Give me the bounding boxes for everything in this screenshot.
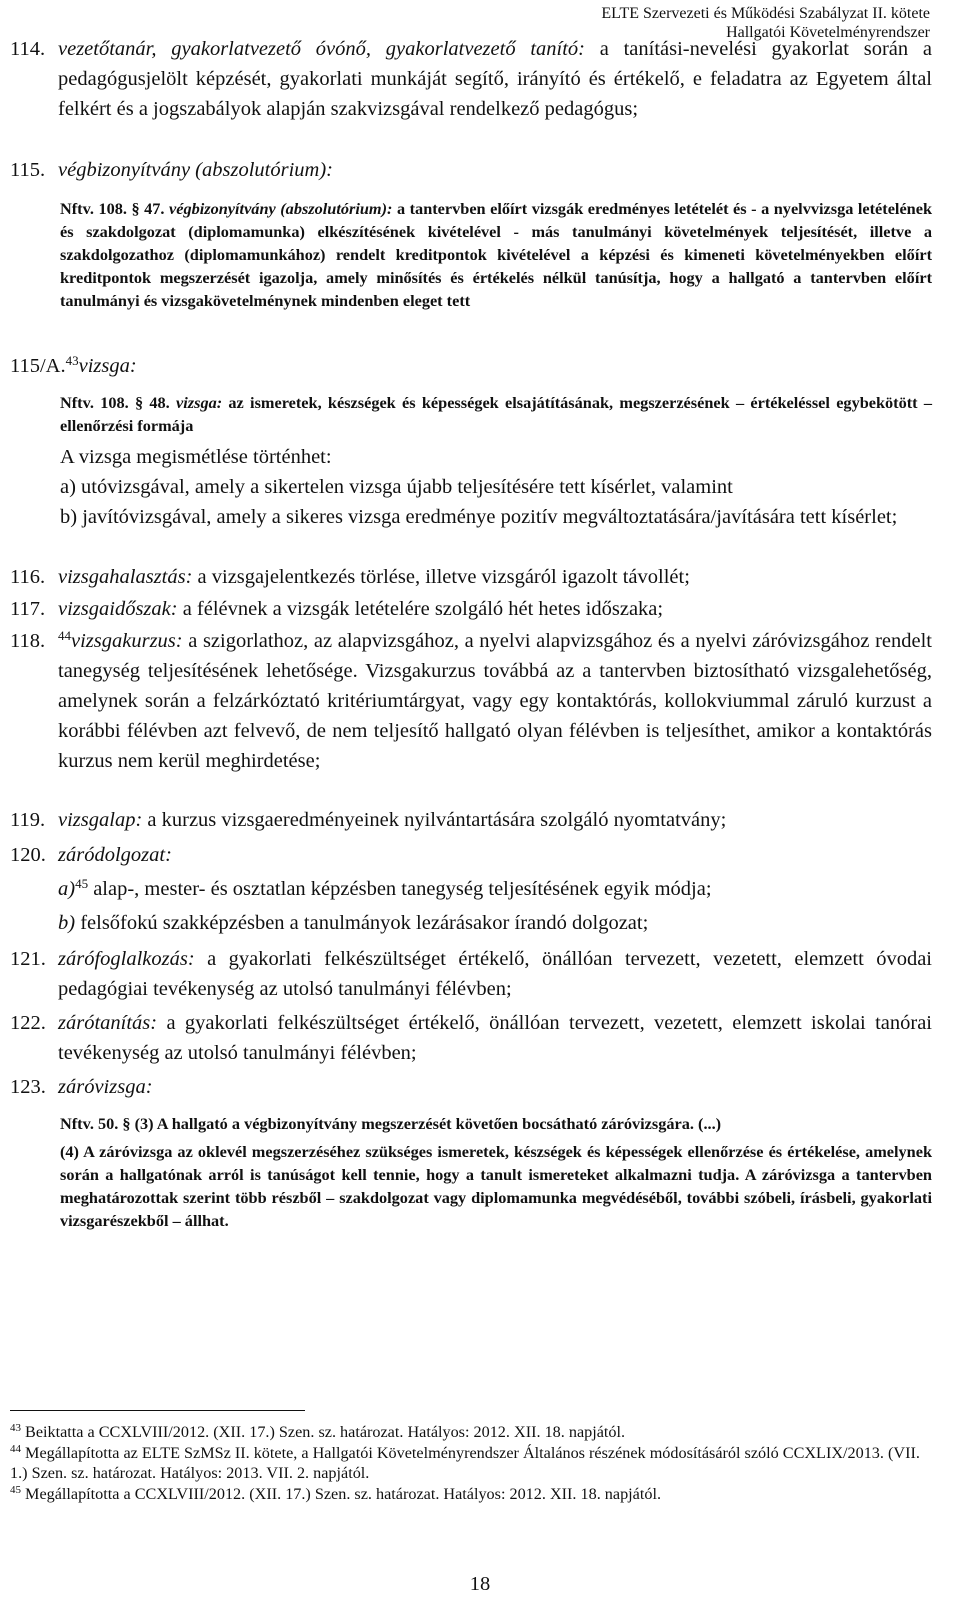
law-quote-115a	[60, 391, 932, 437]
footnote-number: 43	[10, 1422, 21, 1434]
footnote-ref: 43	[65, 353, 79, 368]
defined-term: vizsgakurzus:	[71, 630, 183, 652]
definition-123	[10, 1072, 932, 1102]
footnote-text: Megállapította a CCXLVIII/2012. (XII. 17.) Szen. sz. határozat. Hatályos: 2012. XII. 18. napjától.	[25, 1485, 661, 1503]
defined-term: zárótanítás:	[58, 1012, 158, 1034]
definition-text: a kurzus vizsgaeredményeinek nyilvántartására szolgáló nyomtatvány;	[142, 809, 727, 831]
item-body	[58, 1008, 932, 1068]
note-line-1: A vizsga megismétlése történhet:	[60, 446, 332, 468]
subitem-label: b)	[58, 912, 76, 934]
item-number: 120.	[10, 844, 46, 866]
footnote-text: Beiktatta a CCXLVIII/2012. (XII. 17.) Szen. sz. határozat. Hatályos: 2012. XII. 18. napjától.	[25, 1423, 626, 1441]
defined-term: záródolgozat:	[58, 844, 172, 866]
item-number: 117.	[10, 598, 46, 620]
exam-repeat-note	[60, 442, 932, 532]
definition-122	[10, 1008, 932, 1068]
definition-120	[10, 840, 932, 938]
footnote-43	[10, 1422, 940, 1442]
definition-118	[10, 626, 932, 776]
defined-term: vizsgalap:	[58, 809, 143, 831]
defined-term: vezetőtanár, gyakorlatvezető óvónő, gyakorlatvezető tanító:	[58, 38, 585, 60]
item-body	[58, 34, 932, 124]
definition-121	[10, 944, 932, 1004]
defined-term: végbizonyítvány (abszolutórium):	[58, 159, 333, 181]
footnote-44	[10, 1443, 940, 1483]
definition-116	[10, 562, 932, 592]
definition-text: a tanítási-nevelési gyakorlat során a pedagógusjelölt képzését, gyakorlati munkáját segítő, irányító és értékelő, e feladatra az Egyetem által felkért és a jogszabályok alapján szakvizsgával rendelkező pedagógus;	[58, 38, 932, 120]
footnote-number: 44	[10, 1443, 21, 1455]
item-number: 116.	[10, 566, 46, 588]
definition-119	[10, 805, 932, 835]
defined-term: zárófoglalkozás:	[58, 948, 195, 970]
page-number: 18	[469, 1573, 491, 1595]
item-body	[58, 805, 932, 835]
defined-term: vizsgaidőszak:	[58, 598, 178, 620]
item-number: 115/A.	[10, 355, 66, 377]
defined-term: vizsga:	[78, 355, 137, 377]
item-number: 119.	[10, 809, 46, 831]
definition-117	[10, 594, 932, 624]
item-number: 114.	[10, 38, 46, 60]
footnote-45	[10, 1484, 940, 1504]
law-text: az ismeretek, készségek és képességek elsajátításának, megszerzésének – értékeléssel egybekötött – ellenőrzési formája	[60, 393, 933, 435]
item-body	[58, 1072, 932, 1102]
item-number: 123.	[10, 1076, 46, 1098]
subitem-b	[58, 908, 932, 938]
item-number: 121.	[10, 948, 46, 970]
definition-text: a vizsgajelentkezés törlése, illetve vizsgáról igazolt távollét;	[192, 566, 690, 588]
law-quote-123-p2: (4) A záróvizsga az oklevél megszerzéséhez szükséges ismeretek, készségek és képességek ellenőrzése és értékelése, amelynek során a hallgatónak arról is tanúságot kell tennie, hogy a tanult ismereteket alkalmazni tudja. A záróvizsga a tantervben meghatározottak szerint több részből – szakdolgozat vagy diplomamunka megvédéséből, további szóbeli, írásbeli, gyakorlati vizsgarészekből – állhat.	[60, 1142, 932, 1230]
defined-term: záróvizsga:	[58, 1076, 153, 1098]
subitem-text: alap-, mester- és osztatlan képzésben tanegység teljesítésének egyik módja;	[88, 878, 712, 900]
note-line-3: b) javítóvizsgával, amely a sikeres vizsga eredménye pozitív megváltoztatására/javítására tett kísérlet;	[60, 506, 898, 528]
definition-114	[10, 34, 932, 124]
footnote-text: Megállapította az ELTE SzMSz II. kötete, a Hallgatói Követelményrendszer Általános részének módosításáról szóló CCXLIX/2013. (VII. 1.) Szen. sz. határozat. Hatályos: 2013. VII. 2. napjától.	[10, 1444, 920, 1482]
definition-text: a félévnek a vizsgák letételére szolgáló hét hetes időszaka;	[177, 598, 664, 620]
item-body	[58, 944, 932, 1004]
item-number: 115.	[10, 159, 46, 181]
footnote-ref: 45	[75, 876, 89, 891]
item-number: 122.	[10, 1012, 46, 1034]
subitem-text: felsőfokú szakképzésben a tanulmányok lezárásakor írandó dolgozat;	[75, 912, 649, 934]
law-quote-115	[60, 197, 932, 312]
subitem-label: a)	[58, 878, 76, 900]
item-body	[10, 351, 932, 381]
definition-115	[10, 155, 932, 185]
item-body	[58, 840, 932, 938]
footnote-number: 45	[10, 1484, 21, 1496]
law-quote-123-p1: Nftv. 50. § (3) A hallgató a végbizonyítvány megszerzését követően bocsátható záróvizsgára. (...)	[60, 1114, 722, 1133]
defined-term: vizsgahalasztás:	[58, 566, 193, 588]
item-number: 118.	[10, 630, 46, 652]
law-reference: Nftv. 108. § 47.	[60, 199, 165, 218]
law-term: végbizonyítvány (abszolutórium):	[169, 199, 393, 218]
header-line-1: ELTE Szervezeti és Működési Szabályzat II. kötete	[601, 5, 930, 22]
law-reference: Nftv. 108. § 48.	[60, 393, 170, 412]
definition-text: a gyakorlati felkészültséget értékelő, önállóan tervezett, vezetett, elemzett iskolai tanórai tevékenység az utolsó tanulmányi félévben;	[58, 1012, 932, 1064]
subitem-a	[58, 874, 932, 904]
item-body	[58, 562, 932, 592]
header-line-2: Hallgatói Követelményrendszer	[726, 24, 930, 41]
law-term: vizsga:	[176, 393, 223, 412]
law-text: a tantervben előírt vizsgák eredményes letételét és - a nyelvvizsga letételének és szakdolgozat (diplomamunka) elkészítésének kivételével - más tanulmányi követelmények teljesítését, illetve a szakdolgozathoz (diplomamunkához) rendelt kreditpontok kivételével a képzési és kimeneti követelményekben előírt kreditpontok megszerzését igazolja, amely minősítés és értékelés nélkül tanúsítja, hogy a hallgató a tantervben előírt tanulmányi és vizsgakövetelménynek mindenben eleget tett	[60, 199, 933, 310]
footnote-ref: 44	[58, 628, 71, 643]
item-body	[58, 626, 932, 776]
item-body	[58, 594, 932, 624]
definition-115a	[10, 351, 932, 381]
footnote-separator	[10, 1410, 305, 1411]
item-body	[58, 155, 932, 185]
note-line-2: a) utóvizsgával, amely a sikertelen vizsga újabb teljesítésére tett kísérlet, valamint	[60, 476, 733, 498]
definition-text: a gyakorlati felkészültséget értékelő, önállóan tervezett, vezetett, elemzett óvodai pedagógiai tevékenység az utolsó tanulmányi félévben;	[58, 948, 932, 1000]
definition-text: a szigorlathoz, az alapvizsgához, a nyelvi alapvizsgához és a nyelvi záróvizsgához rendelt tanegység teljesítésének lehetősége. Vizsgakurzus továbbá az a tantervben biztosítható vizsgalehetőség, amelynek során a felzárkóztató kritériumtárgyat, vagy egy kontaktórás, kollokviummal záruló kurzust a korábbi félévben azt felvevő, de nem teljesítő hallgató olyan félévben is teljesíthet, amikor a kontaktórás kurzus nem kerül meghirdetése;	[58, 630, 932, 772]
